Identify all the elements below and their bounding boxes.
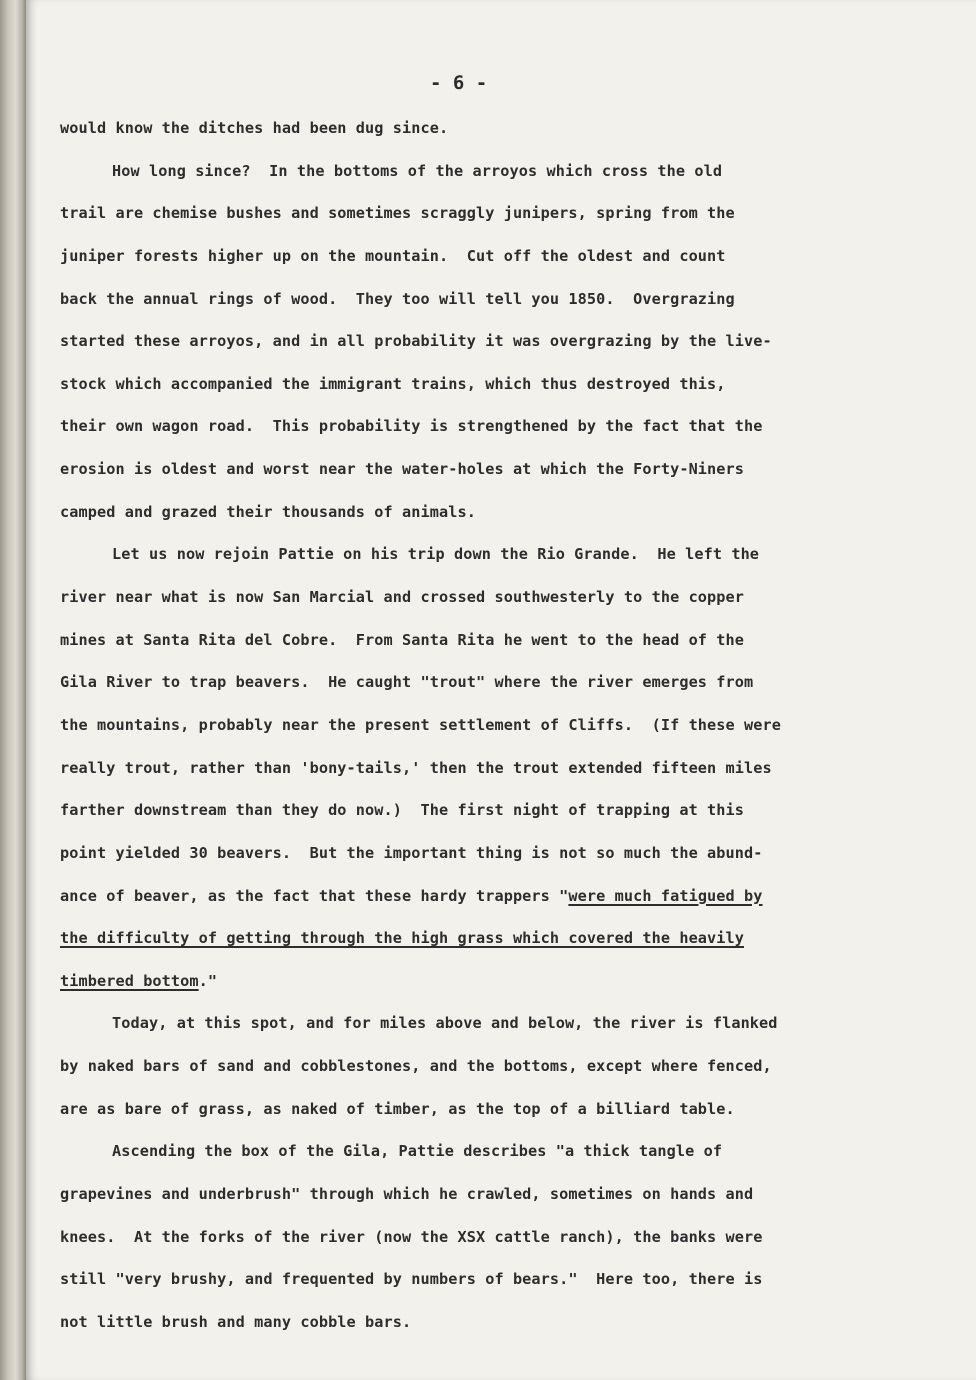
text-line: Gila River to trap beavers. He caught "trout" where the river emerges from xyxy=(60,673,754,692)
text-line: are as bare of grass, as naked of timber, as the top of a billiard table. xyxy=(60,1099,735,1118)
body-text xyxy=(60,113,940,1350)
text-line: back the annual rings of wood. They too will tell you 1850. Overgrazing xyxy=(60,289,735,308)
text-line: by naked bars of sand and cobblestones, and the bottoms, except where fenced, xyxy=(60,1057,772,1076)
text-line: Ascending the box of the Gila, Pattie describes "a thick tangle of xyxy=(112,1142,723,1161)
text-line: stock which accompanied the immigrant trains, which thus destroyed this, xyxy=(60,374,726,393)
typed-page xyxy=(26,0,976,1380)
text-line xyxy=(60,923,940,966)
page-number: - 6 - xyxy=(430,72,488,94)
text-line: farther downstream than they do now.) The first night of trapping at this xyxy=(60,801,745,820)
text-line: river near what is now San Marcial and crossed southwesterly to the copper xyxy=(60,588,745,607)
underlined-quote: were much fatigued by xyxy=(568,886,763,905)
underlined-quote: timbered bottom xyxy=(60,971,199,990)
text-line: How long since? In the bottoms of the arroyos which cross the old xyxy=(112,161,723,180)
text-line: not little brush and many cobble bars. xyxy=(60,1312,412,1331)
text-line: camped and grazed their thousands of animals. xyxy=(60,502,476,521)
text-line: started these arroyos, and in all probability it was overgrazing by the live- xyxy=(60,332,772,351)
text-line: point yielded 30 beavers. But the important thing is not so much the abund- xyxy=(60,843,763,862)
underlined-quote: the difficulty of getting through the high grass which covered the heavily xyxy=(60,929,745,948)
text-line: Today, at this spot, and for miles above and below, the river is flanked xyxy=(112,1014,778,1033)
text-line xyxy=(60,881,940,924)
book-binding-edge xyxy=(0,0,26,1380)
line-text: ." xyxy=(198,971,218,990)
text-line: juniper forests higher up on the mountain. Cut off the oldest and count xyxy=(60,246,726,265)
text-line: still "very brushy, and frequented by numbers of bears." Here too, there is xyxy=(60,1270,763,1289)
text-line: grapevines and underbrush" through which he crawled, sometimes on hands and xyxy=(60,1185,754,1204)
text-line: really trout, rather than 'bony-tails,' then the trout extended fifteen miles xyxy=(60,758,772,777)
text-line: knees. At the forks of the river (now the XSX cattle ranch), the banks were xyxy=(60,1227,763,1246)
line-text: ance of beaver, as the fact that these hardy trappers " xyxy=(60,886,569,905)
text-line: their own wagon road. This probability is strengthened by the fact that the xyxy=(60,417,763,436)
text-line: the mountains, probably near the present settlement of Cliffs. (If these were xyxy=(60,715,782,734)
text-line: would know the ditches had been dug since. xyxy=(60,119,449,137)
text-line: Let us now rejoin Pattie on his trip down the Rio Grande. He left the xyxy=(112,545,760,564)
text-line: trail are chemise bushes and sometimes scraggly junipers, spring from the xyxy=(60,204,735,223)
text-line: erosion is oldest and worst near the water-holes at which the Forty-Niners xyxy=(60,460,745,479)
text-line: mines at Santa Rita del Cobre. From Santa Rita he went to the head of the xyxy=(60,630,745,649)
text-line xyxy=(60,966,940,1009)
